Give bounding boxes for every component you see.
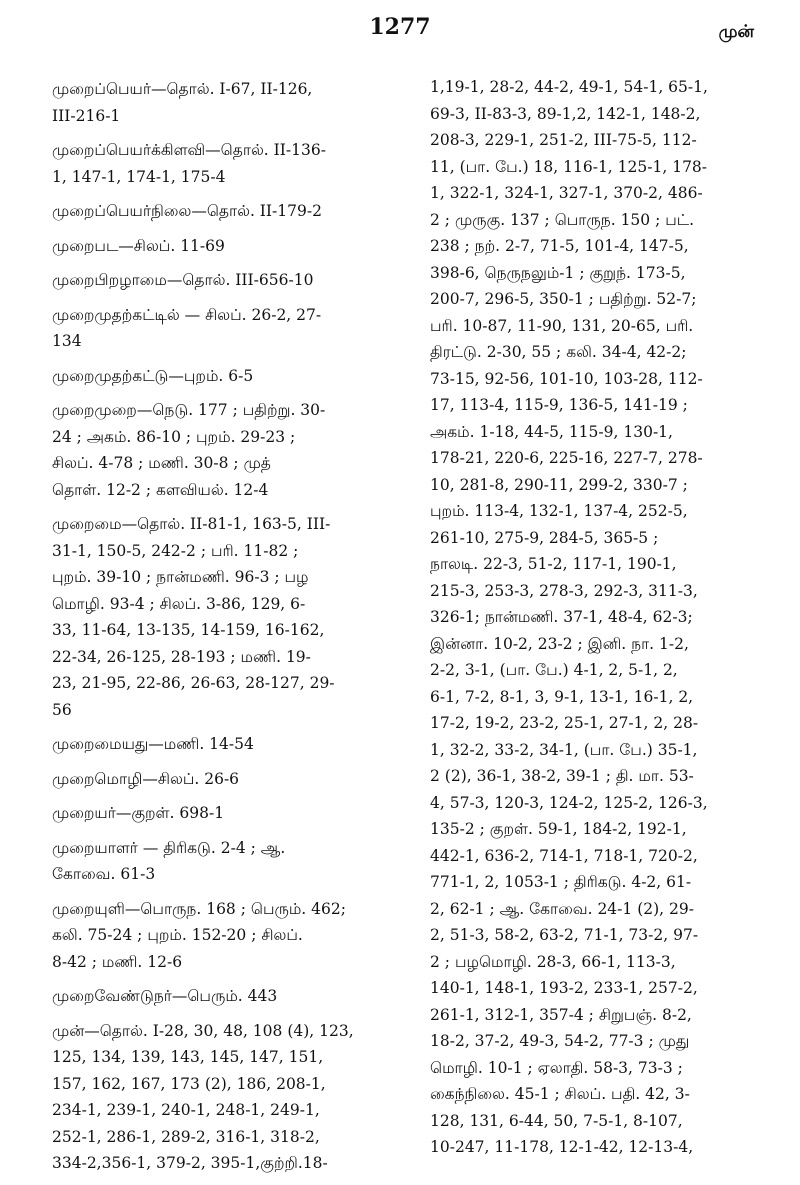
continuation-line: 73-15, 92-56, 101-10, 103-28, 112-	[430, 369, 703, 388]
index-entry-line: 134	[52, 332, 82, 350]
continuation-line: 17-2, 19-2, 23-2, 25-1, 27-1, 2, 28-	[430, 714, 699, 732]
index-entry-line: தொள். 12-2 ; களவியல். 12-4	[52, 480, 269, 499]
continuation-line: 1, 322-1, 324-1, 327-1, 370-2, 486-	[430, 184, 703, 202]
index-entry	[52, 233, 368, 260]
index-entry	[52, 397, 368, 503]
continuation-line: 2-2, 3-1, (பா. பே.) 4-1, 2, 5-1, 2,	[430, 661, 678, 679]
continuation-line: 140-1, 148-1, 193-2, 233-1, 257-2,	[430, 979, 698, 997]
continuation-line: 10-247, 11-178, 12-1-42, 12-13-4,	[430, 1138, 694, 1156]
index-entry	[52, 835, 368, 888]
index-entry-line: முன்—தொல். I-28, 30, 48, 108 (4), 123,	[52, 1021, 354, 1040]
index-entry-line: முறையாளர் — திரிகடு. 2-4 ; ஆ.	[52, 838, 286, 857]
index-entry-line: முறைமுதற்கட்டு—புறம். 6-5	[52, 366, 254, 385]
running-head: முன்	[718, 22, 754, 42]
continuation-line: கைந்நிலை. 45-1 ; சிலப். பதி. 42, 3-	[430, 1085, 690, 1103]
index-entry-line: III-216-1	[52, 106, 121, 125]
index-column-right	[430, 74, 762, 1161]
continuation-line: 208-3, 229-1, 251-2, III-75-5, 112-	[430, 131, 697, 149]
index-entry-line: மொழி. 93-4 ; சிலப். 3-86, 129, 6-	[52, 594, 306, 613]
continuation-line: 326-1; நான்மணி. 37-1, 48-4, 62-3;	[430, 608, 693, 626]
continuation-line: அகம். 1-18, 44-5, 115-9, 130-1,	[430, 422, 673, 441]
index-entry-line: புறம். 39-10 ; நான்மணி. 96-3 ; பழ	[52, 568, 309, 586]
index-entry-line: முறையர்—குறள். 698-1	[52, 804, 225, 822]
index-entry-line: முறைவேண்டுநர்—பெரும். 443	[52, 987, 278, 1005]
continuation-line: 771-1, 2, 1053-1 ; திரிகடு. 4-2, 61-	[430, 873, 692, 891]
index-entry	[52, 983, 368, 1010]
index-entry-line: கலி. 75-24 ; புறம். 152-20 ; சிலப்.	[52, 926, 303, 944]
index-entry	[52, 766, 368, 793]
index-entry-line: முறைப்பெயர்நிலை—தொல். II-179-2	[52, 202, 322, 220]
continuation-line: 2 ; முருகு. 137 ; பொருந. 150 ; பட்.	[430, 210, 695, 229]
continuation-line: 10, 281-8, 290-11, 299-2, 330-7 ;	[430, 475, 688, 494]
continuation-line: மொழி. 10-1 ; ஏலாதி. 58-3, 73-3 ;	[430, 1058, 683, 1077]
index-entry-line: முறைமுதற்கட்டில் — சிலப். 26-2, 27-	[52, 305, 322, 324]
index-entry-line: 8-42 ; மணி. 12-6	[52, 952, 183, 971]
index-entry	[52, 137, 368, 190]
continuation-line: 261-10, 275-9, 284-5, 365-5 ;	[430, 528, 659, 547]
index-entry	[52, 76, 368, 129]
continuation-line: 4, 57-3, 120-3, 124-2, 125-2, 126-3,	[430, 793, 708, 812]
continuation-line: 261-1, 312-1, 357-4 ; சிறுபஞ். 8-2,	[430, 1005, 692, 1024]
continuation-line: 178-21, 220-6, 225-16, 227-7, 278-	[430, 449, 703, 467]
index-entry-line: முறைமை—தொல். II-81-1, 163-5, III-	[52, 515, 331, 533]
continuation-line: 1,19-1, 28-2, 44-2, 49-1, 54-1, 65-1,	[430, 78, 708, 96]
continuation-line: 1, 32-2, 33-2, 34-1, (பா. பே.) 35-1,	[430, 740, 698, 759]
continuation-line: இன்னா. 10-2, 23-2 ; இனி. நா. 1-2,	[430, 634, 689, 653]
index-entry-line: 334-2,356-1, 379-2, 395-1,குற்றி.18-	[52, 1154, 328, 1172]
index-entry-line: 1, 147-1, 174-1, 175-4	[52, 167, 226, 186]
index-entry-line: முறைமுறை—நெடு. 177 ; பதிற்று. 30-	[52, 401, 326, 419]
index-entry-line: கோவை. 61-3	[52, 865, 156, 883]
index-entry-line: முறைப்பெயர்—தொல். I-67, II-126,	[52, 80, 313, 98]
index-entry-line: 22-34, 26-125, 28-193 ; மணி. 19-	[52, 647, 311, 666]
index-entry	[52, 896, 368, 976]
continuation-line: 17, 113-4, 115-9, 136-5, 141-19 ;	[430, 396, 688, 414]
index-entry-line: முறைமொழி—சிலப். 26-6	[52, 769, 240, 788]
index-entry-line: 24 ; அகம். 86-10 ; புறம். 29-23 ;	[52, 427, 296, 446]
continuation-line: 18-2, 37-2, 49-3, 54-2, 77-3 ; முது	[430, 1032, 690, 1050]
continuation-line: 2 (2), 36-1, 38-2, 39-1 ; தி. மா. 53-	[430, 767, 694, 785]
continuation-line: 215-3, 253-3, 278-3, 292-3, 311-3,	[430, 581, 698, 600]
index-entry	[52, 267, 368, 294]
index-entry	[52, 302, 368, 355]
index-entry	[52, 731, 368, 758]
index-column-left	[52, 76, 368, 1185]
continuation-line: 398-6, நெருநலும்-1 ; குறுந். 173-5,	[430, 263, 686, 282]
continuation-line: நாலடி. 22-3, 51-2, 117-1, 190-1,	[430, 555, 677, 573]
index-entry-line: 125, 134, 139, 143, 145, 147, 151,	[52, 1048, 324, 1066]
continuation-line: 442-1, 636-2, 714-1, 718-1, 720-2,	[430, 846, 698, 865]
continuation-line: 200-7, 296-5, 350-1 ; பதிற்று. 52-7;	[430, 290, 697, 308]
index-entry-line: முறைபட—சிலப். 11-69	[52, 236, 225, 255]
continuation-line: 6-1, 7-2, 8-1, 3, 9-1, 13-1, 16-1, 2,	[430, 687, 694, 706]
index-entry-line: 31-1, 150-5, 242-2 ; பரி. 11-82 ;	[52, 541, 299, 560]
continuation-line: 11, (பா. பே.) 18, 116-1, 125-1, 178-	[430, 157, 708, 176]
index-entry-line: முறையுளி—பொருந. 168 ; பெரும். 462;	[52, 899, 346, 918]
continuation-line: பரி. 10-87, 11-90, 131, 20-65, பரி.	[430, 316, 694, 335]
continuation-line: 2, 62-1 ; ஆ. கோவை. 24-1 (2), 29-	[430, 899, 694, 918]
index-entry-line: முறைமையது—மணி. 14-54	[52, 735, 254, 753]
index-entry	[52, 800, 368, 827]
continuation-line: 135-2 ; குறள். 59-1, 184-2, 192-1,	[430, 820, 687, 838]
continuation-line: 128, 131, 6-44, 50, 7-5-1, 8-107,	[430, 1111, 683, 1130]
index-entry-line: 33, 11-64, 13-135, 14-159, 16-162,	[52, 621, 325, 639]
continuation-line: புறம். 113-4, 132-1, 137-4, 252-5,	[430, 502, 688, 520]
index-entry	[52, 511, 368, 723]
index-entry-line: சிலப். 4-78 ; மணி. 30-8 ; முத்	[52, 454, 271, 472]
index-entry	[52, 1018, 368, 1177]
index-entry	[52, 363, 368, 390]
continuation-line: 2, 51-3, 58-2, 63-2, 71-1, 73-2, 97-	[430, 926, 699, 944]
index-entry-line: 234-1, 239-1, 240-1, 248-1, 249-1,	[52, 1101, 320, 1119]
index-entry-line: 23, 21-95, 22-86, 26-63, 28-127, 29-	[52, 674, 335, 692]
index-entry-line: 56	[52, 700, 72, 719]
index-entry-line: முறைபிறழாமை—தொல். III-656-10	[52, 271, 314, 289]
index-entry-line: முறைப்பெயர்க்கிளவி—தொல். II-136-	[52, 141, 326, 159]
index-entry-line: 252-1, 286-1, 289-2, 316-1, 318-2,	[52, 1127, 320, 1146]
continuation-line: 2 ; பழமொழி. 28-3, 66-1, 113-3,	[430, 952, 676, 971]
index-entry	[52, 198, 368, 225]
continuation-line: 238 ; நற். 2-7, 71-5, 101-4, 147-5,	[430, 237, 689, 255]
continuation-line: 69-3, II-83-3, 89-1,2, 142-1, 148-2,	[430, 104, 701, 123]
page-number: 1277	[369, 14, 431, 40]
continuation-line: திரட்டு. 2-30, 55 ; கலி. 34-4, 42-2;	[430, 343, 687, 361]
index-entry-line: 157, 162, 167, 173 (2), 186, 208-1,	[52, 1074, 326, 1093]
